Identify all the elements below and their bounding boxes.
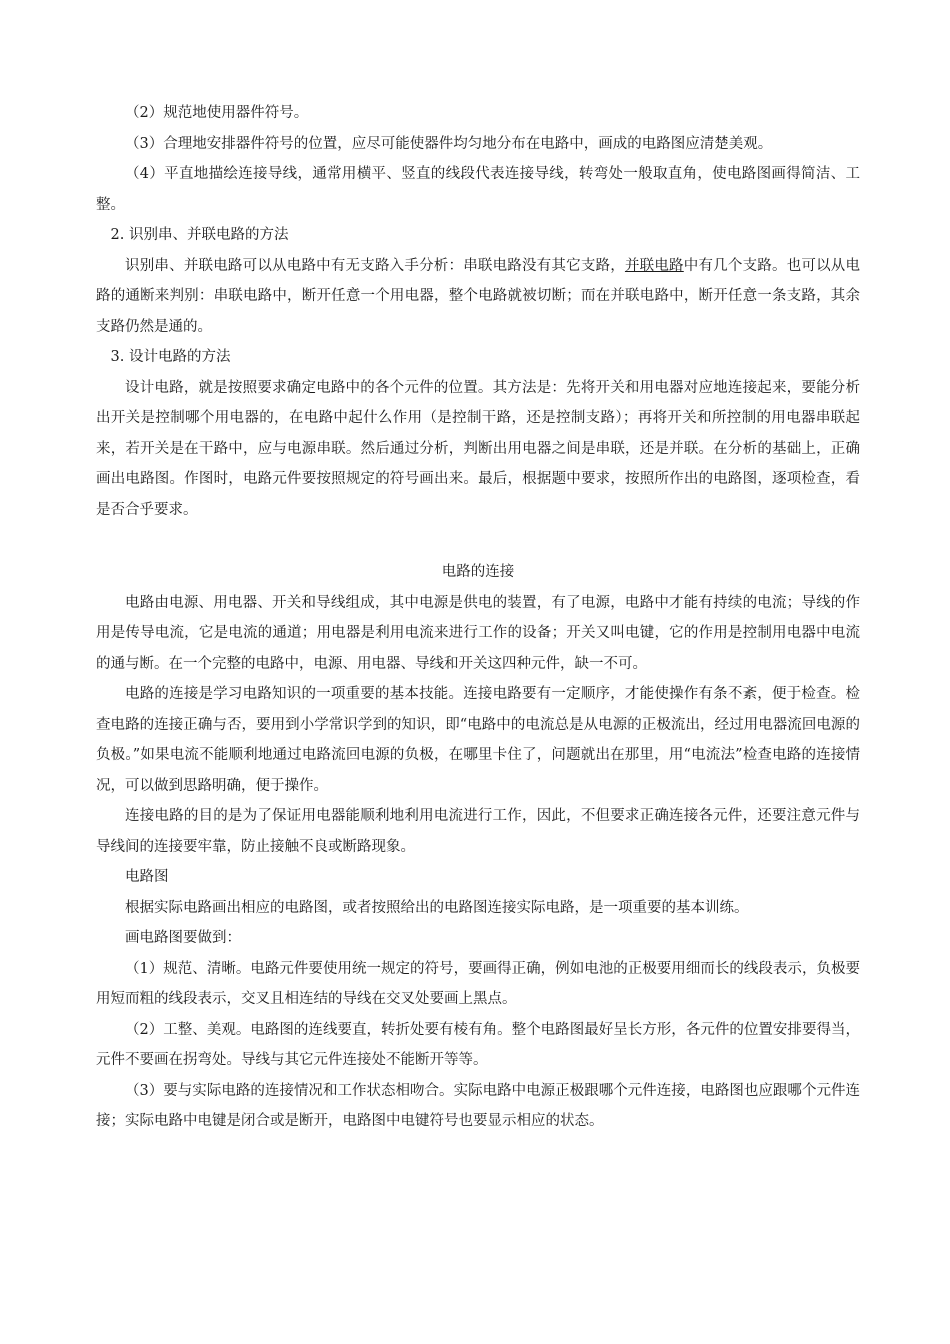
article-paragraph-5: 根据实际电路画出相应的电路图，或者按照给出的电路图连接实际电路，是一项重要的基本训练。 [125,899,749,916]
section-heading-design-circuits: 3. 设计电路的方法 [110,349,231,365]
article-paragraph-6: 画电路图要做到： [125,930,241,946]
rule-item-4: （4）平直地描绘连接导线，通常用横平、竖直的线段代表连接导线，转弯处一般取直角，使电路图画得简洁、工整。 [96,166,860,213]
document-page [96,98,860,1137]
rule-item-2: （2）规范地使用器件符号。 [125,105,309,121]
article-paragraph-3: 连接电路的目的是为了保证用电器能顺利地利用电流进行工作，因此，不但要求正确连接各元件，还要注意元件与导线间的连接要牢靠，防止接触不良或断路现象。 [96,808,860,855]
identify-text-after-link: 中有几个支路。也可以从电路的通断来判别：串联电路中，断开任意一个用电器，整个电路就被切断；而在并联电路中，断开任意一条支路，其余支路仍然是通的。 [96,257,861,335]
article-paragraph-2: 电路的连接是学习电路知识的一项重要的基本技能。连接电路要有一定顺序，才能使操作有条不紊，便于检查。检查电路的连接正确与否，要用到小学常识学到的知识，即“电路中的电流总是从电源的正极流出，经过用电器流回电源的负极。”如果电流不能顺利地通过电路流回电源的负极，在哪里卡住了，问题就出在那里，用“电流法”检查电路的连接情况，可以做到思路明确，便于操作。 [96,686,860,794]
diagram-rule-1: （1）规范、清晰。电路元件要使用统一规定的符号，要画得正确，例如电池的正极要用细而长的线段表示，负极要用短而粗的线段表示，交叉且相连结的导线在交叉处要画上黑点。 [96,960,860,1007]
diagram-rule-2: （2）工整、美观。电路图的连线要直，转折处要有棱有角。整个电路图最好呈长方形，各元件的位置安排要得当，元件不要画在拐弯处。导线与其它元件连接处不能断开等等。 [96,1021,860,1068]
article-title: 电路的连接 [441,564,515,580]
design-circuits-paragraph: 设计电路，就是按照要求确定电路中的各个元件的位置。其方法是：先将开关和用电器对应地连接起来，要能分析出开关是控制哪个用电器的，在电路中起什么作用（是控制干路，还是控制支路）；再将开关和所控制的用电器串联起来，若开关是在干路中，应与电源串联。然后通过分析，判断出用电器之间是串联，还是并联。在分析的基础上，正确画出电路图。作图时，电路元件要按照规定的符号画出来。最后，根据题中要求，按照所作出的电路图，逐项检查，看是否合乎要求。 [96,379,860,518]
rule-item-3: （3）合理地安排器件符号的位置，应尽可能使器件均匀地分布在电路中，画成的电路图应清楚美观。 [125,135,773,152]
identify-circuits-paragraph [96,251,860,343]
subheading-circuit-diagram: 电路图 [125,869,169,885]
parallel-circuit-link[interactable]: 并联电路 [624,257,684,274]
diagram-rule-3: （3）要与实际电路的连接情况和工作状态相吻合。实际电路中电源正极跟哪个元件连接，电路图也应跟哪个元件连接；实际电路中电键是闭合或是断开，电路图中电键符号也要显示相应的状态。 [96,1082,860,1129]
section-heading-identify-circuits: 2. 识别串、并联电路的方法 [110,227,289,243]
article-paragraph-1: 电路由电源、用电器、开关和导线组成，其中电源是供电的装置，有了电源，电路中才能有持续的电流；导线的作用是传导电流，它是电流的通道；用电器是利用电流来进行工作的设备；开关又叫电键，它的作用是控制用电器中电流的通与断。在一个完整的电路中，电源、用电器、导线和开关这四种元件，缺一不可。 [96,594,860,672]
identify-text-before-link: 识别串、并联电路可以从电路中有无支路入手分析：串联电路没有其它支路， [125,257,625,274]
